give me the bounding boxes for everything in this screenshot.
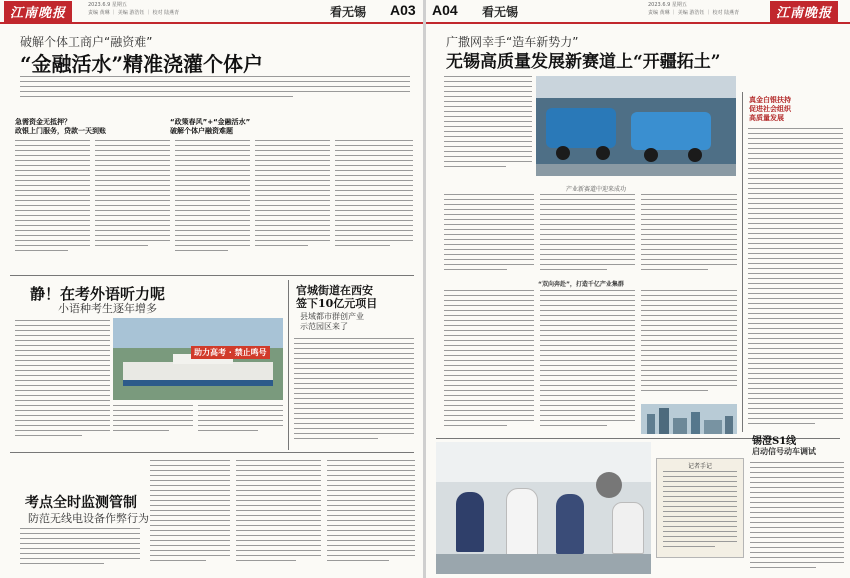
s1-subhead: 启动信号动车调试	[752, 447, 816, 456]
issue-date: 2023.6.9 星期五	[648, 2, 687, 8]
story2-headline: 静！在考外语听力呢	[30, 285, 166, 303]
story3-headline: 官城街道在西安 签下10亿元项目	[296, 284, 378, 310]
lead-intro	[20, 76, 410, 114]
mid-body-col3	[641, 194, 737, 274]
mid-body-col2	[540, 194, 635, 274]
story2-body-col2	[113, 405, 193, 441]
story2-body-col3	[198, 405, 283, 441]
page-a04	[426, 0, 850, 578]
factory-photo	[536, 76, 736, 176]
reporter-note-body	[663, 471, 737, 553]
story4-headline: 考点全时监测管制	[25, 495, 137, 511]
lead-body-col3	[175, 140, 250, 270]
lead-headline: “金融活水”精准浇灌个体户	[20, 52, 264, 76]
lead-kicker: 破解个体工商户“融资难”	[20, 35, 153, 49]
page-number: A03	[390, 2, 416, 18]
side-headline: 真金白银扶持 促进社会组织 高质量发展	[749, 96, 791, 122]
page-number: A04	[432, 2, 458, 18]
lead-body-col2	[95, 140, 170, 270]
divider	[10, 452, 414, 453]
story2-body-col1	[15, 320, 110, 440]
column-head-2: “政策春风”+“金融活水” 破解个体户融资难题	[170, 118, 251, 135]
vertical-divider	[288, 280, 289, 450]
skyline-photo	[641, 404, 737, 434]
s1-body	[750, 462, 844, 574]
mid-section-tag: 产业新赛道中迎来成功	[566, 186, 627, 193]
story4-subhead: 防范无线电设备作弊行为	[28, 512, 149, 525]
masthead	[0, 0, 424, 24]
photo-banner: 助力高考 · 禁止鸣号	[191, 346, 270, 359]
s1-headline: 锡澄S1线	[752, 436, 797, 447]
lead-headline: 无锡高质量发展新赛道上“开疆拓土”	[446, 52, 721, 72]
story3-subhead: 县域都市群创产业 示范园区来了	[300, 312, 364, 331]
reporter-note-title: 记者手记	[687, 463, 712, 470]
story4-body-col4	[327, 460, 415, 572]
story4-body-col1	[20, 528, 140, 574]
divider	[10, 275, 414, 276]
side-body	[748, 128, 843, 428]
page-a03	[0, 0, 424, 578]
lab-photo	[436, 442, 651, 574]
editor-credits: 责编 黄琳 ｜ 美编 游浩钰 ｜ 校对 陆燕青	[648, 10, 740, 16]
masthead	[426, 0, 850, 24]
story2-photo	[113, 318, 283, 400]
reporter-note-box	[656, 458, 744, 558]
section-title: 看无锡	[482, 5, 519, 19]
mid-body-col1	[444, 194, 534, 274]
newspaper-logo: 江南晚报	[4, 1, 72, 22]
lead-kicker: 广撒网幸手“造车新势力”	[446, 35, 579, 49]
lead-body-col4	[255, 140, 330, 270]
editor-credits: 责编 黄琳 ｜ 美编 游浩钰 ｜ 校对 陆燕青	[88, 10, 180, 16]
vertical-divider	[742, 92, 743, 432]
column-head-1: 急需资金无抵押？ 政银上门服务，贷款一天到账	[15, 118, 106, 135]
lead-intro	[444, 76, 532, 174]
lead-body-col1	[15, 140, 90, 270]
mid-body-col4	[444, 290, 534, 430]
mid-body-col5	[540, 290, 635, 430]
mid-body-col6	[641, 290, 737, 400]
story3-body	[294, 338, 414, 446]
story4-body-col2	[150, 460, 230, 572]
lead-body-col5	[335, 140, 413, 270]
section-title: 看无锡	[330, 5, 367, 19]
issue-date: 2023.6.9 星期五	[88, 2, 127, 8]
story2-subhead: 小语种考生逐年增多	[58, 302, 157, 315]
mid-subhead: “双向奔赴”，打造千亿产业集群	[538, 281, 624, 288]
story4-body-col3	[236, 460, 321, 572]
newspaper-logo: 江南晚报	[770, 1, 838, 22]
